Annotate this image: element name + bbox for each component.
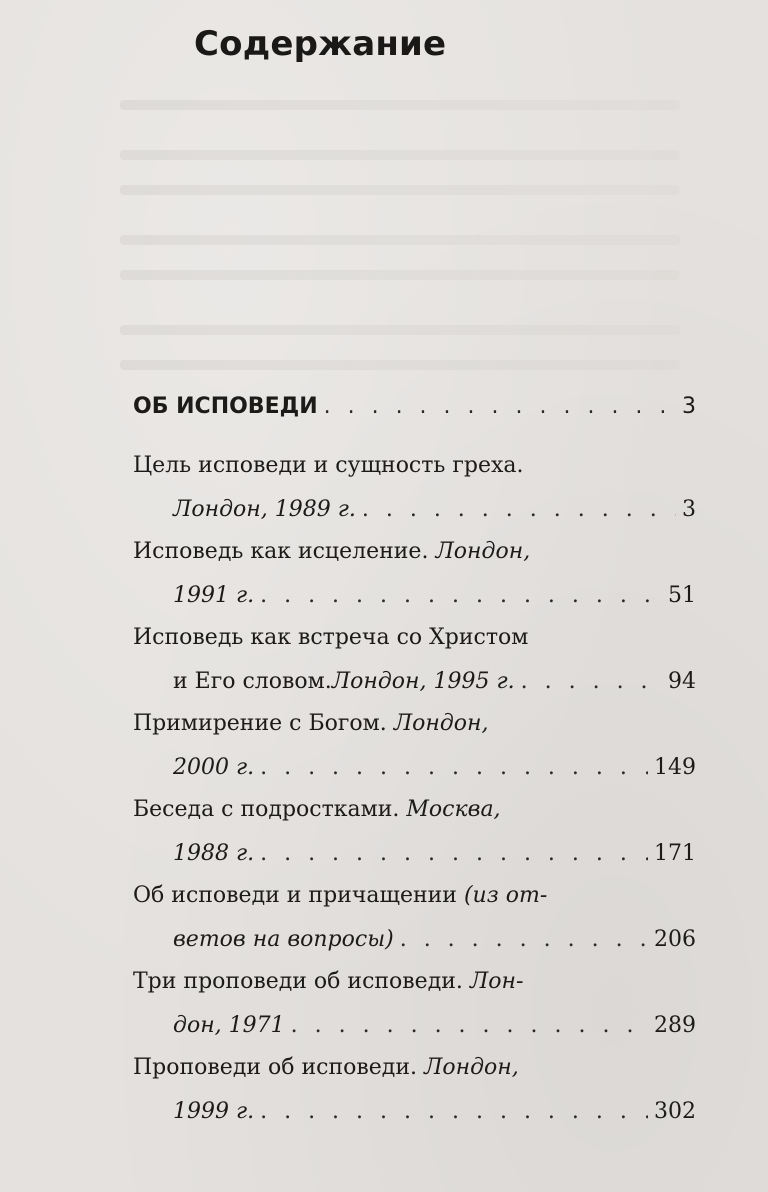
entry-place-date: 2000 г. xyxy=(173,755,255,780)
entry-page-number: 3 xyxy=(682,497,696,522)
toc-entry[interactable] xyxy=(133,444,696,532)
entry-place-date: 1991 г. xyxy=(173,583,255,608)
entry-page-number: 171 xyxy=(654,841,696,866)
dot-leader xyxy=(260,746,648,790)
entry-title-cont: и Его словом. xyxy=(173,669,332,694)
entry-title: Беседа с подростками. xyxy=(133,797,407,822)
toc-entry[interactable] xyxy=(133,616,696,704)
entry-place-date: Москва, xyxy=(406,797,501,822)
bleed-through-line xyxy=(120,100,680,110)
entry-page-number: 149 xyxy=(654,755,696,780)
dot-leader xyxy=(362,488,676,532)
toc-entry[interactable] xyxy=(133,788,696,876)
toc-entry[interactable] xyxy=(133,530,696,618)
dot-leader xyxy=(260,832,648,876)
entry-page-number: 289 xyxy=(654,1013,696,1038)
toc-section-heading[interactable] xyxy=(133,394,696,419)
entry-place-date: (из от- xyxy=(463,883,548,908)
entry-place-date: дон, 1971 xyxy=(173,1013,285,1038)
entry-page-number: 51 xyxy=(668,583,696,608)
dot-leader xyxy=(521,660,662,704)
entry-title: Цель исповеди и сущность греха. xyxy=(133,453,524,478)
dot-leader xyxy=(324,394,676,419)
entry-title: Три проповеди об исповеди. xyxy=(133,969,470,994)
entry-page-number: 206 xyxy=(654,927,696,952)
entry-place-date: Лондон, xyxy=(435,539,531,564)
entry-title: Исповедь как исцеление. xyxy=(133,539,436,564)
entry-title: Проповеди об исповеди. xyxy=(133,1055,425,1080)
bleed-through-line xyxy=(120,185,680,195)
bleed-through-line xyxy=(120,235,680,245)
entry-title: Примирение с Богом. xyxy=(133,711,394,736)
bleed-through-line xyxy=(120,270,680,280)
page-title: Содержание xyxy=(194,24,447,64)
bleed-through-line xyxy=(120,150,680,160)
dot-leader xyxy=(260,574,662,618)
toc-entry[interactable] xyxy=(133,1046,696,1134)
dot-leader xyxy=(400,918,648,962)
entry-place-date: ветов на вопросы) xyxy=(173,927,394,952)
dot-leader xyxy=(260,1090,648,1134)
entry-title: Об исповеди и причащении xyxy=(133,883,464,908)
bleed-through-line xyxy=(120,360,680,370)
entry-place-date: Лондон, 1995 г. xyxy=(331,669,515,694)
entry-place-date: Лон- xyxy=(469,969,524,994)
bleed-through-line xyxy=(120,325,680,335)
entry-place-date: Лондон, 1989 г. xyxy=(173,497,356,522)
entry-place-date: Лондон, xyxy=(393,711,489,736)
toc-entry[interactable] xyxy=(133,874,696,962)
toc-entry[interactable] xyxy=(133,702,696,790)
entry-place-date: 1988 г. xyxy=(173,841,255,866)
entry-page-number: 94 xyxy=(668,669,696,694)
entry-title: Исповедь как встреча со Христом xyxy=(133,625,529,650)
dot-leader xyxy=(291,1004,648,1048)
toc-entry[interactable] xyxy=(133,960,696,1048)
entry-place-date: 1999 г. xyxy=(173,1099,255,1124)
section-label: ОБ ИСПОВЕДИ xyxy=(133,394,318,419)
entry-place-date: Лондон, xyxy=(424,1055,519,1080)
entry-page-number: 302 xyxy=(654,1099,696,1124)
section-page-number: 3 xyxy=(682,394,696,419)
